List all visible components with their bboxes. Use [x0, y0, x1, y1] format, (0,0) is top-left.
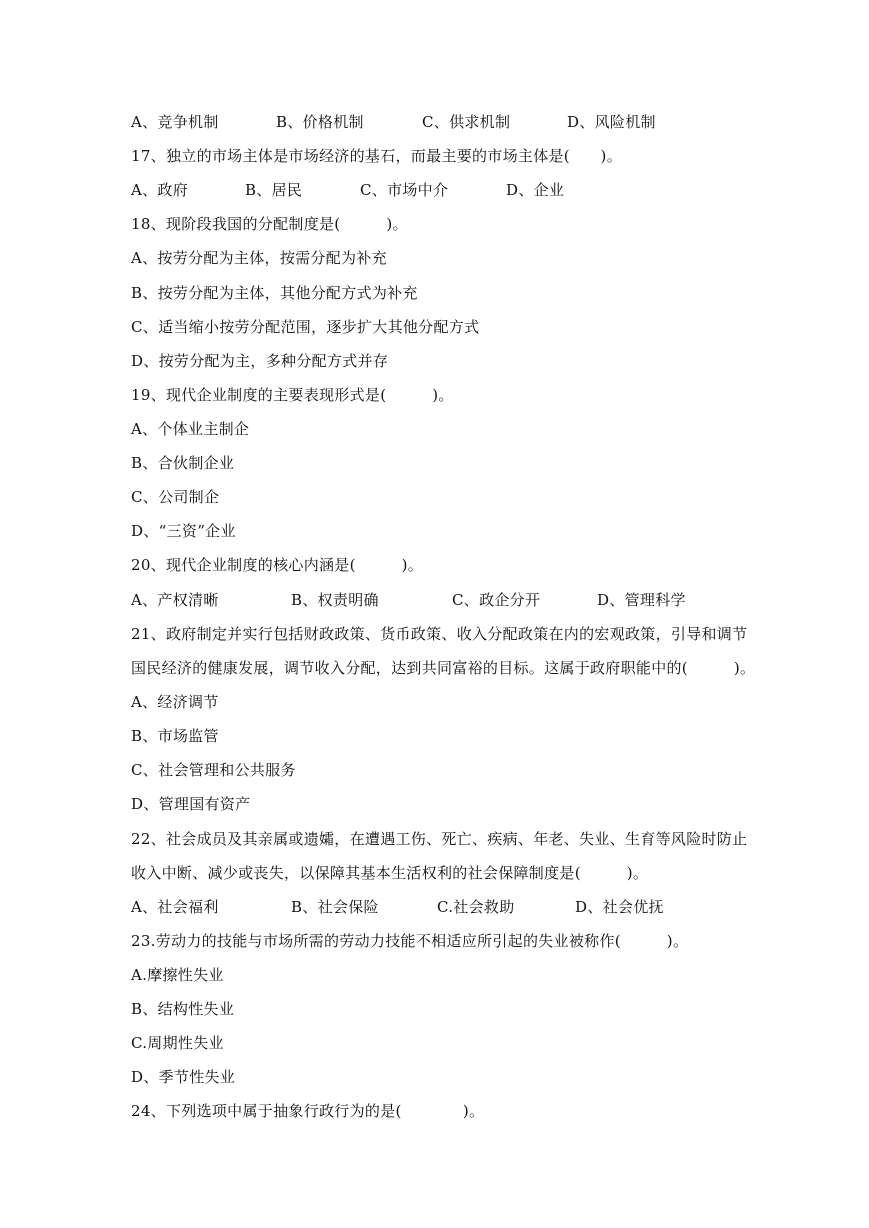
- option-line: C、社会管理和公共服务: [131, 761, 296, 779]
- option-b: B、社会保险: [291, 898, 379, 916]
- option-line: D、“三资”企业: [131, 522, 236, 540]
- option-b: B、价格机制: [276, 113, 364, 131]
- option-c: C、市场中介: [360, 181, 449, 199]
- option-a: A、竞争机制: [131, 113, 219, 131]
- option-d: D、企业: [506, 181, 565, 199]
- option-line: A、个体业主制企: [131, 420, 250, 438]
- question-24: 24、下列选项中属于抽象行政行为的是( )。: [131, 1102, 485, 1120]
- option-b: B、居民: [245, 181, 303, 199]
- option-line: D、按劳分配为主，多种分配方式并存: [131, 352, 389, 370]
- option-line: A.摩擦性失业: [131, 966, 224, 984]
- question-20: 20、现代企业制度的核心内涵是( )。: [131, 556, 424, 574]
- option-line: C.周期性失业: [131, 1034, 224, 1052]
- option-line: D、季节性失业: [131, 1068, 236, 1086]
- question-21-line-2: 国民经济的健康发展，调节收入分配，达到共同富裕的目标。这属于政府职能中的( )。: [131, 659, 756, 677]
- option-line: D、管理国有资产: [131, 795, 251, 813]
- option-a: A、政府: [131, 181, 189, 199]
- option-d: D、管理科学: [597, 591, 686, 609]
- option-line: B、合伙制企业: [131, 454, 235, 472]
- question-22-line-2: 收入中断、减少或丧失，以保障其基本生活权利的社会保障制度是( )。: [131, 864, 649, 882]
- option-c: C.社会救助: [437, 898, 515, 916]
- option-b: B、权责明确: [291, 591, 379, 609]
- question-23: 23.劳动力的技能与市场所需的劳动力技能不相适应所引起的失业被称作( )。: [131, 932, 689, 950]
- option-line: B、结构性失业: [131, 1000, 235, 1018]
- option-d: D、风险机制: [567, 113, 656, 131]
- question-19: 19、现代企业制度的主要表现形式是( )。: [131, 386, 454, 404]
- option-c: C、政企分开: [452, 591, 541, 609]
- option-a: A、产权清晰: [131, 591, 219, 609]
- question-21-line-1: 21、政府制定并实行包括财政政策、货币政策、收入分配政策在内的宏观政策，引导和调节: [131, 625, 748, 643]
- option-line: A、按劳分配为主体，按需分配为补充: [131, 249, 387, 267]
- option-d: D、社会优抚: [575, 898, 664, 916]
- option-line: B、市场监管: [131, 727, 219, 745]
- option-line: B、按劳分配为主体，其他分配方式为补充: [131, 284, 418, 302]
- option-line: A、经济调节: [131, 693, 219, 711]
- option-line: C、适当缩小按劳分配范围，逐步扩大其他分配方式: [131, 318, 480, 336]
- option-line: C、公司制企: [131, 488, 220, 506]
- question-22-line-1: 22、社会成员及其亲属或遗孀，在遭遇工伤、死亡、疾病、年老、失业、生育等风险时防止: [131, 830, 748, 848]
- question-18: 18、现阶段我国的分配制度是( )。: [131, 215, 408, 233]
- option-a: A、社会福利: [131, 898, 219, 916]
- option-c: C、供求机制: [422, 113, 511, 131]
- question-17: 17、独立的市场主体是市场经济的基石，而最主要的市场主体是( )。: [131, 147, 622, 165]
